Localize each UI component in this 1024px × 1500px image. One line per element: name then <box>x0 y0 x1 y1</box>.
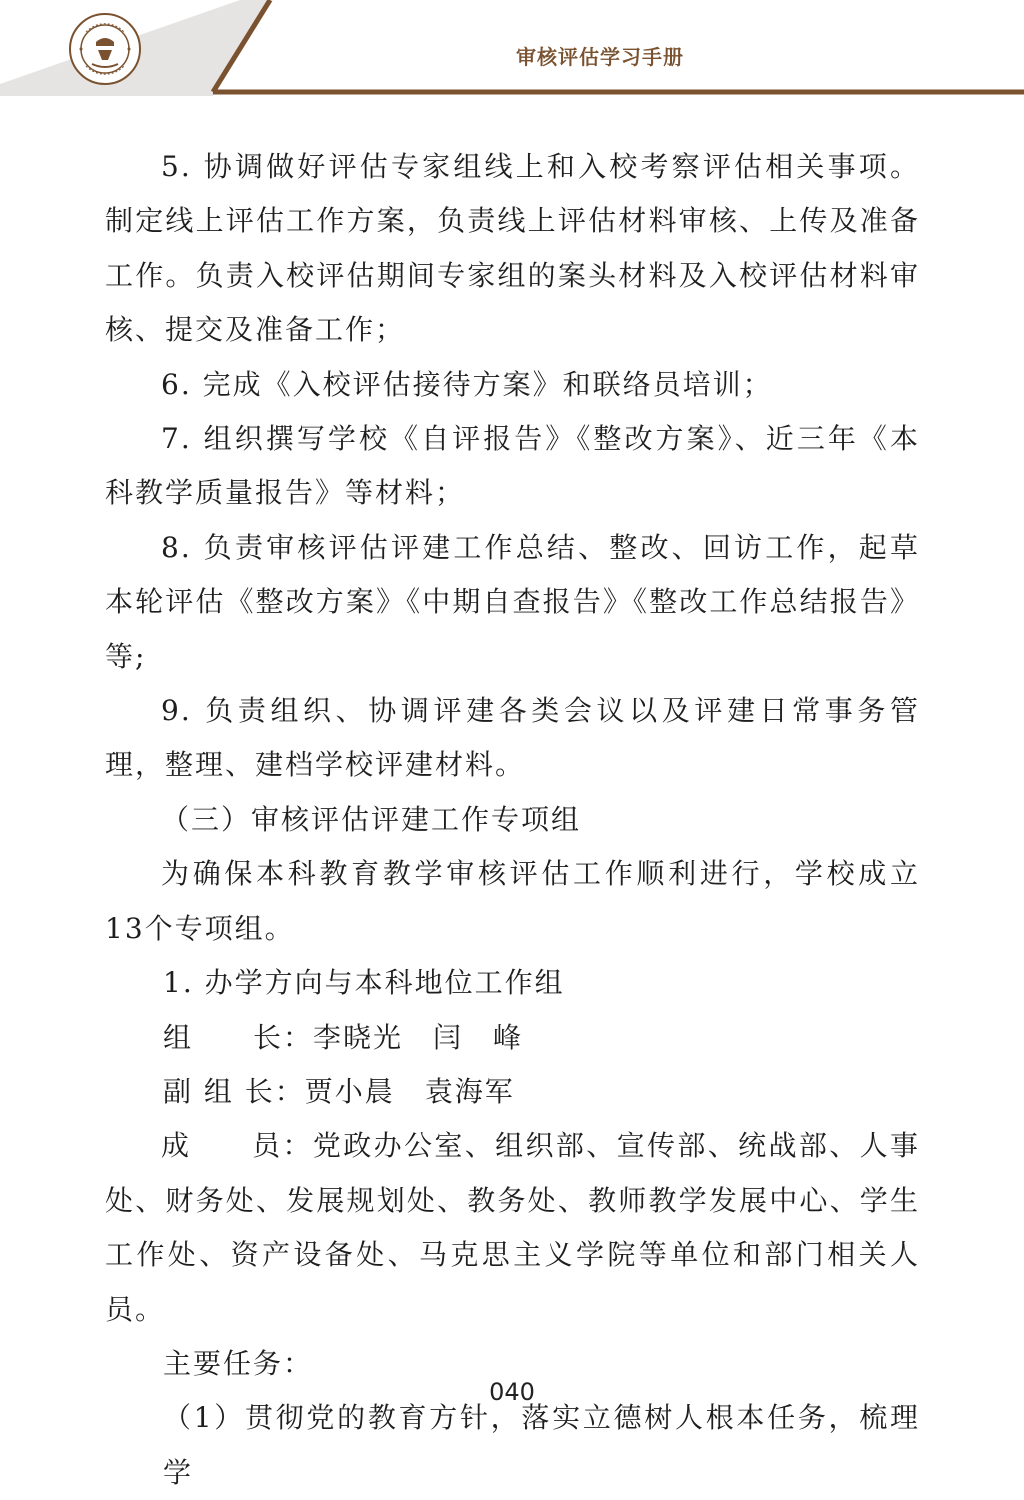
page-body <box>105 140 920 1500</box>
university-seal-logo <box>68 12 142 86</box>
paragraph-item-7: 7. 组织撰写学校《自评报告》《整改方案》、近三年《本科教学质量报告》等材料； <box>105 422 920 510</box>
group-members: 成 员：党政办公室、组织部、宣传部、统战部、人事处、财务处、发展规划处、教务处、教师教学发展中心、学生工作处、资产设备处、马克思主义学院等单位和部门相关人员。 <box>105 1129 920 1326</box>
group-deputy-leader: 副 组 长：贾小晨 袁海军 <box>163 1074 515 1108</box>
page-header <box>0 0 1024 100</box>
paragraph-item-8: 8. 负责审核评估评建工作总结、整改、回访工作，起草本轮评估《整改方案》《中期自查报告》《整改工作总结报告》等; <box>105 530 920 673</box>
task-item-1: （1）贯彻党的教育方针，落实立德树人根本任务，梳理学 <box>163 1401 920 1489</box>
group-leader: 组 长：李晓光 闫 峰 <box>163 1020 524 1054</box>
paragraph-intro: 为确保本科教育教学审核评估工作顺利进行，学校成立13个专项组。 <box>105 857 920 945</box>
section-heading: （三）审核评估评建工作专项组 <box>161 802 582 836</box>
group-title: 1. 办学方向与本科地位工作组 <box>163 966 565 1000</box>
paragraph-item-6: 6. 完成《入校评估接待方案》和联络员培训； <box>161 367 773 401</box>
page-number: 040 <box>489 1378 535 1406</box>
handbook-title: 审核评估学习手册 <box>516 45 684 69</box>
paragraph-item-5: 5. 协调做好评估专家组线上和入校考察评估相关事项。制定线上评估工作方案，负责线上评估材料审核、上传及准备工作。负责入校评估期间专家组的案头材料及入校评估材料审核、提交及准备工作； <box>105 150 920 347</box>
paragraph-item-9: 9. 负责组织、协调评建各类会议以及评建日常事务管理，整理、建档学校评建材料。 <box>105 694 920 782</box>
main-tasks-label: 主要任务： <box>163 1346 314 1380</box>
